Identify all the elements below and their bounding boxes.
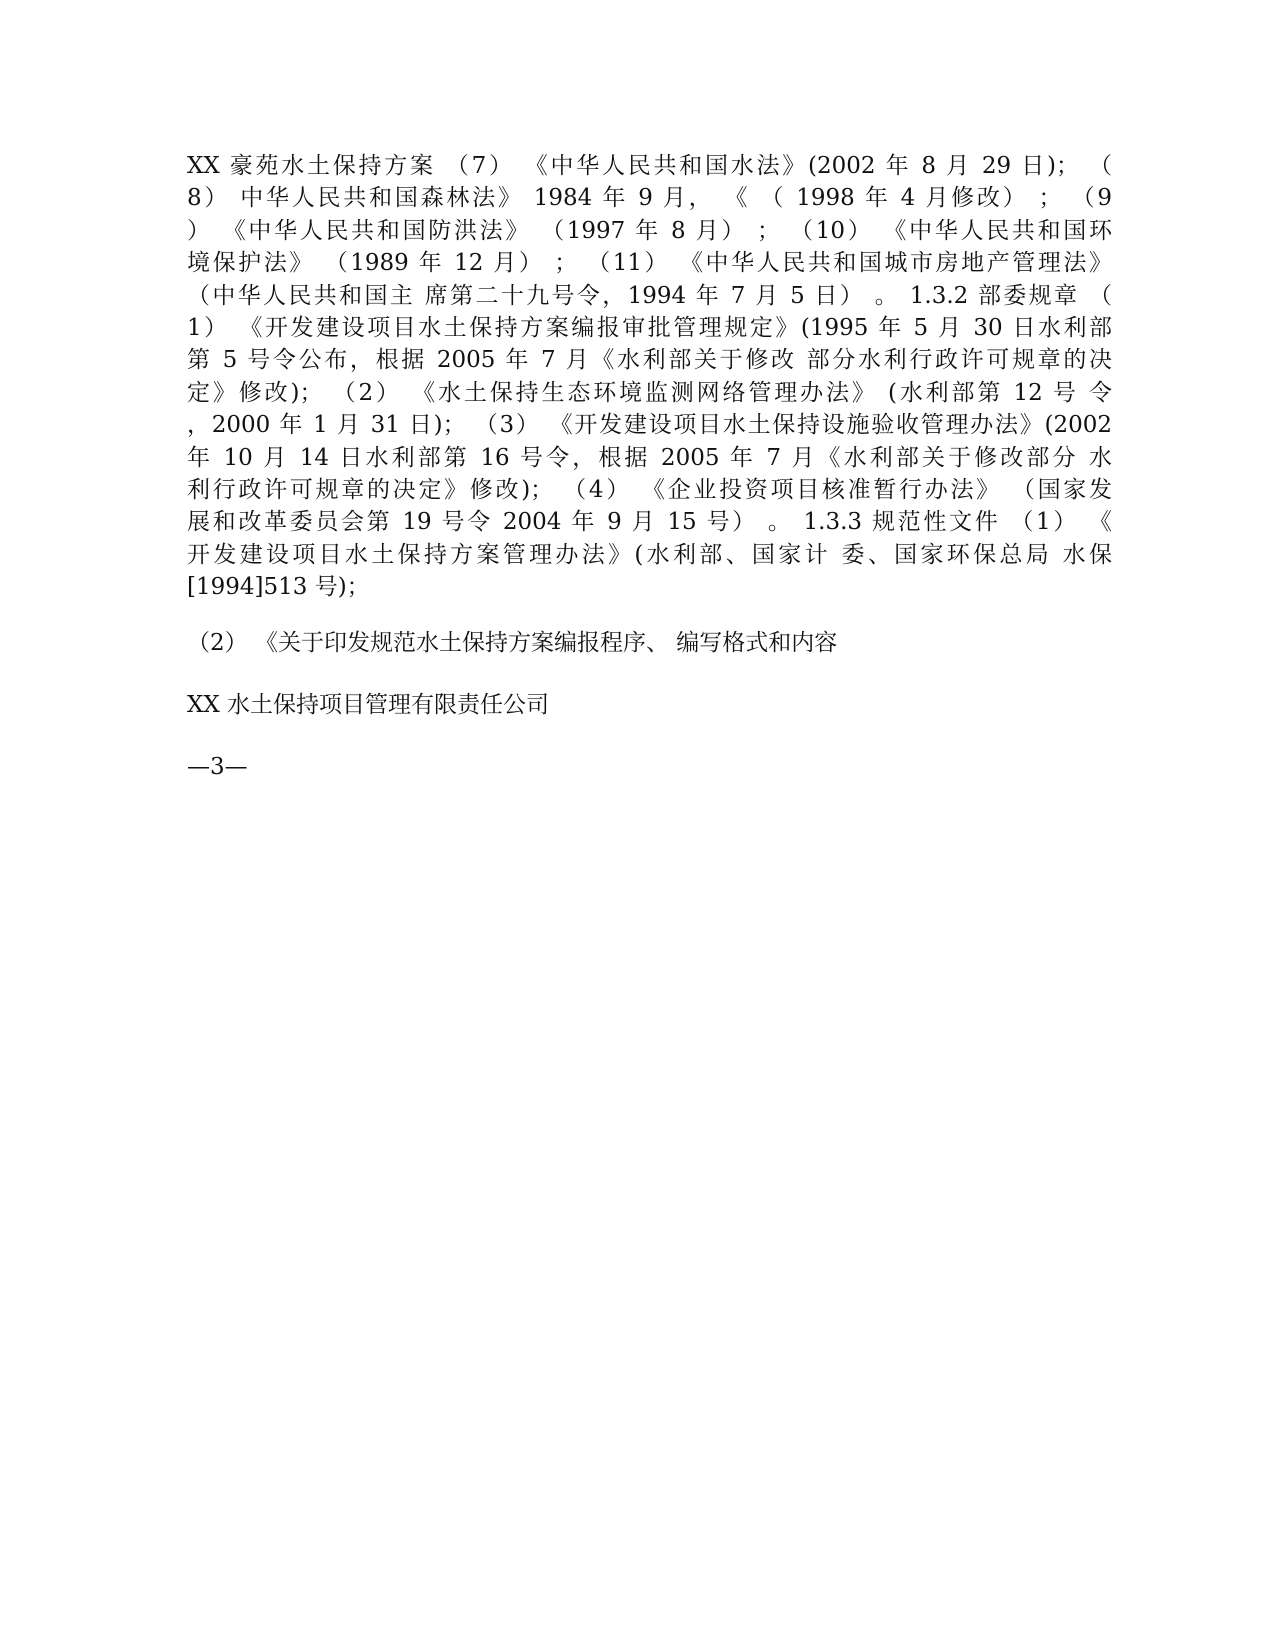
body-line: 定》修改)； （2） 《水土保持生态环境监测网络管理办法》 (水利部第 12 号 令: [187, 379, 1112, 406]
body-line: 第 5 号令公布，根据 2005 年 7 月《水利部关于修改 部分水利行政许可规章的决: [187, 347, 1112, 374]
body-line: 年 10 月 14 日水利部第 16 号令，根据 2005 年 7 月《水利部关于修改部分 水: [187, 444, 1112, 471]
body-line: 境保护法》 （1989 年 12 月） ； （11） 《中华人民共和国城市房地产管理法》: [187, 250, 1112, 277]
second-paragraph: （2） 《关于印发规范水土保持方案编报程序、 编写格式和内容: [187, 630, 838, 656]
page-number: —3—: [187, 754, 248, 780]
body-line: ） 《中华人民共和国防洪法》 （1997 年 8 月） ； （10） 《中华人民共和国环: [187, 217, 1112, 244]
body-line: ，2000 年 1 月 31 日)； （3） 《开发建设项目水土保持设施验收管理办法》(2002: [187, 412, 1112, 439]
body-line: （中华人民共和国主 席第二十九号令，1994 年 7 月 5 日） 。 1.3.2 部委规章 （: [187, 282, 1112, 309]
body-line: 展和改革委员会第 19 号令 2004 年 9 月 15 号） 。 1.3.3 规范性文件 （1） 《: [187, 509, 1112, 536]
company-name: XX 水土保持项目管理有限责任公司: [187, 692, 550, 718]
body-line: [1994]513 号)；: [187, 574, 370, 601]
body-line: 开发建设项目水土保持方案管理办法》(水利部、国家计 委、国家环保总局 水保: [187, 541, 1112, 568]
body-line: XX 豪苑水土保持方案 （7） 《中华人民共和国水法》(2002 年 8 月 29 日)； （: [187, 153, 1112, 179]
body-line: 1） 《开发建设项目水土保持方案编报审批管理规定》(1995 年 5 月 30 日水利部: [187, 314, 1112, 341]
body-line: 利行政许可规章的决定》修改)； （4） 《企业投资项目核准暂行办法》 （国家发: [187, 476, 1112, 503]
body-paragraph: [187, 150, 1112, 603]
body-line: 8） 中华人民共和国森林法》 1984 年 9 月， 《 （ 1998 年 4 月修改） ； （9: [187, 185, 1112, 212]
